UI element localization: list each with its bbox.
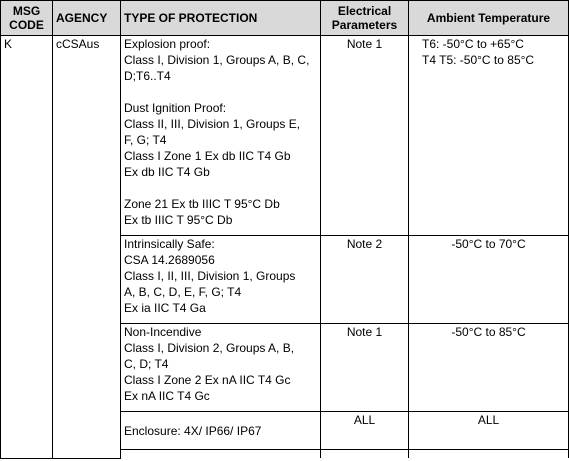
header-msg-code-line1: MSG xyxy=(12,4,41,18)
table-header xyxy=(1,1,569,36)
ambient-temperature-cell xyxy=(409,36,569,236)
protection-line: D;T6..T4 xyxy=(124,69,171,83)
protection-line: CSA 14.2689056 xyxy=(124,253,215,267)
protection-line: Class II, III, Division 1, Groups E, xyxy=(124,117,301,131)
protection-line: Class I Zone 1 Ex db IIC T4 Gb xyxy=(124,149,291,163)
header-msg-code xyxy=(1,1,53,36)
ambient-temperature-value: T6: -50°C to +65°C xyxy=(422,37,524,51)
protection-line-blank xyxy=(124,84,317,100)
ambient-temperature-value: -50°C to 85°C xyxy=(451,325,526,339)
protection-line: Class I, Division 1, Groups A, B, C, xyxy=(124,53,310,67)
electrical-parameters-cell xyxy=(321,412,409,450)
table-row xyxy=(1,36,569,236)
protection-line: Class I Zone 2 Ex nA IIC T4 Gc xyxy=(124,373,291,387)
header-electrical-line2: Parameters xyxy=(331,18,398,32)
protection-cell-enclosure xyxy=(121,412,321,450)
protection-line: Zone 21 Ex tb IIIC T 95°C Db xyxy=(124,197,280,211)
header-type-of-protection: TYPE OF PROTECTION xyxy=(121,1,321,36)
header-agency: AGENCY xyxy=(53,1,121,36)
electrical-parameters-cell xyxy=(321,324,409,412)
protection-line: Non-Incendive xyxy=(124,325,202,339)
header-electrical-line1: Electrical xyxy=(337,4,392,18)
protection-line: Ex nA IIC T4 Gc xyxy=(124,389,210,403)
continuation-cell xyxy=(121,450,321,459)
header-electrical-parameters xyxy=(321,1,409,36)
msg-code-cell xyxy=(1,36,53,459)
ambient-temperature-cell xyxy=(409,324,569,412)
table-body xyxy=(1,36,569,459)
agency-cell xyxy=(53,36,121,459)
ambient-temperature-cell xyxy=(409,412,569,450)
protection-line: C, D; T4 xyxy=(124,357,169,371)
protection-line: Ex db IIC T4 Gb xyxy=(124,165,210,179)
protection-line: Enclosure: 4X/ IP66/ IP67 xyxy=(124,423,262,438)
protection-line: Ex ia IIC T4 Ga xyxy=(124,301,206,315)
header-ambient-temperature: Ambient Temperature xyxy=(409,1,569,36)
protection-line-blank xyxy=(124,180,317,196)
agency-value: cCSAus xyxy=(56,37,100,51)
protection-cell-non-incendive xyxy=(121,324,321,412)
ambient-temperature-value: -50°C to 70°C xyxy=(451,237,526,251)
electrical-parameters-cell xyxy=(321,36,409,236)
continuation-cell xyxy=(409,450,569,459)
protection-cell-explosion-proof xyxy=(121,36,321,236)
electrical-parameters-value: Note 2 xyxy=(346,237,383,251)
protection-line: Ex tb IIIC T 95°C Db xyxy=(124,213,233,227)
electrical-parameters-cell xyxy=(321,236,409,324)
protection-line: Dust Ignition Proof: xyxy=(124,101,227,115)
electrical-parameters-value: Note 1 xyxy=(346,37,383,51)
electrical-parameters-value: Note 1 xyxy=(346,325,383,339)
electrical-parameters-value: ALL xyxy=(353,413,376,427)
ambient-temperature-cell xyxy=(409,236,569,324)
protection-line: Class I, II, III, Division 1, Groups xyxy=(124,269,296,283)
header-row xyxy=(1,1,569,36)
ambient-temperature-value: T4 T5: -50°C to 85°C xyxy=(422,53,535,67)
header-msg-code-line2: CODE xyxy=(9,18,44,32)
protection-line: Explosion proof: xyxy=(124,37,211,51)
ambient-temperature-value: ALL xyxy=(477,413,500,427)
continuation-cell xyxy=(321,450,409,459)
protection-line: A, B, C, D, E, F, G; T4 xyxy=(124,285,242,299)
msg-code-value: K xyxy=(4,37,13,51)
protection-line: Intrinsically Safe: xyxy=(124,237,215,251)
protection-cell-intrinsically-safe xyxy=(121,236,321,324)
protection-line: Class I, Division 2, Groups A, B, xyxy=(124,341,295,355)
protection-line: F, G; T4 xyxy=(124,133,167,147)
